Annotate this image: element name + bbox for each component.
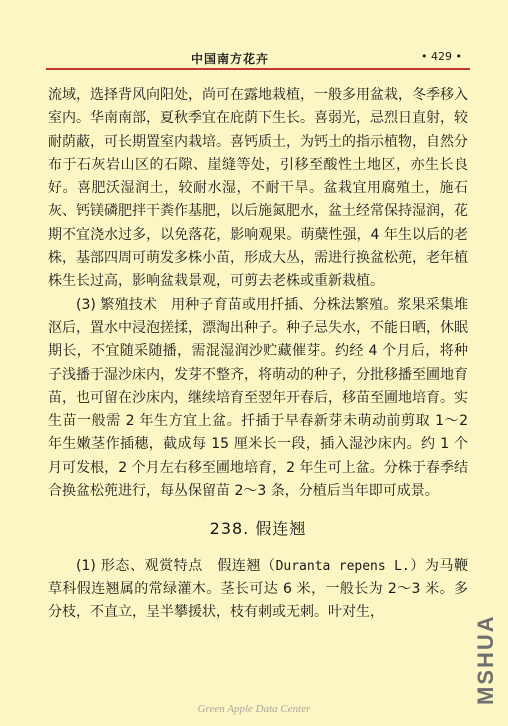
footer-watermark: Green Apple Data Center — [197, 703, 311, 715]
page-number: • 429 • — [421, 50, 462, 63]
latin-name: Duranta repens L. — [275, 558, 410, 574]
page-header — [46, 50, 470, 70]
morphology-text: ）为马鞭草科假连翘属的常绿灌木。茎长可达 6 米，一般长为 2～3 米。多分枝，不直立，呈半攀援状，枝有刺或无刺。叶对生， — [48, 557, 469, 621]
paragraph-morphology — [48, 555, 468, 625]
section-heading: 238. 假连翘 — [209, 519, 307, 539]
page-body — [48, 84, 468, 625]
header-rule — [46, 68, 470, 70]
side-watermark: MSHUA — [473, 614, 498, 706]
paragraph-propagation: (3) 繁殖技术 用种子育苗或用扦插、分株法繁殖。浆果采集堆沤后，置水中浸泡搓揉，漂淘出种子。种子忌失水，不能日晒，休眠期长，不宜随采随播，需混湿润沙贮藏催芽。约经 4 个月后，将种子浅播于湿沙床内，发芽不整齐，将萌动的种子，分批移播至圃地育苗，也可留在沙床内，继续培育至翌年开春后，移苗至圃地培育。实生苗一般需 2 年生方宜上盆。扦插于早春新芽未萌动前剪取 1～2 年生嫩茎作插穗，截成每 15 厘米长一段，插入湿沙床内。约 1 个月可发根，2 个月左右移至圃地培育，2 年生可上盆。分株于春季结合换盆松蔸进行，每丛保留苗 2～3 条，分植后当年即可成景。 — [48, 296, 468, 500]
paragraph-continuation: 流域，选择背风向阳处，尚可在露地栽植，一般多用盆栽，冬季移入室内。华南南部，夏秋季宜在庇荫下生长。喜弱光，忌烈日直射，较耐荫蔽，可长期置室内栽培。喜钙质土，为钙土的指示植物，自然分布于石灰岩山区的石隙、崖缝等处，引移至酸性土地区，亦生长良好。喜肥沃湿润土，较耐水湿，不耐干旱。盆栽宜用腐殖土，施石灰、钙镁磷肥拌干粪作基肥，以后施氮肥水，盆土经常保持湿润，花期不宜浇水过多，以免落花，影响观果。萌蘖性强，4 年生以后的老株，基部四周可萌发多株小苗，形成大丛，需进行换盆松蔸，老年植株生长过高，影响盆栽景观，可剪去老株或重新栽植。 — [48, 87, 468, 290]
running-title: 中国南方花卉 — [191, 52, 270, 66]
morphology-lead: (1) 形态、观赏特点 假连翘（ — [76, 557, 276, 574]
